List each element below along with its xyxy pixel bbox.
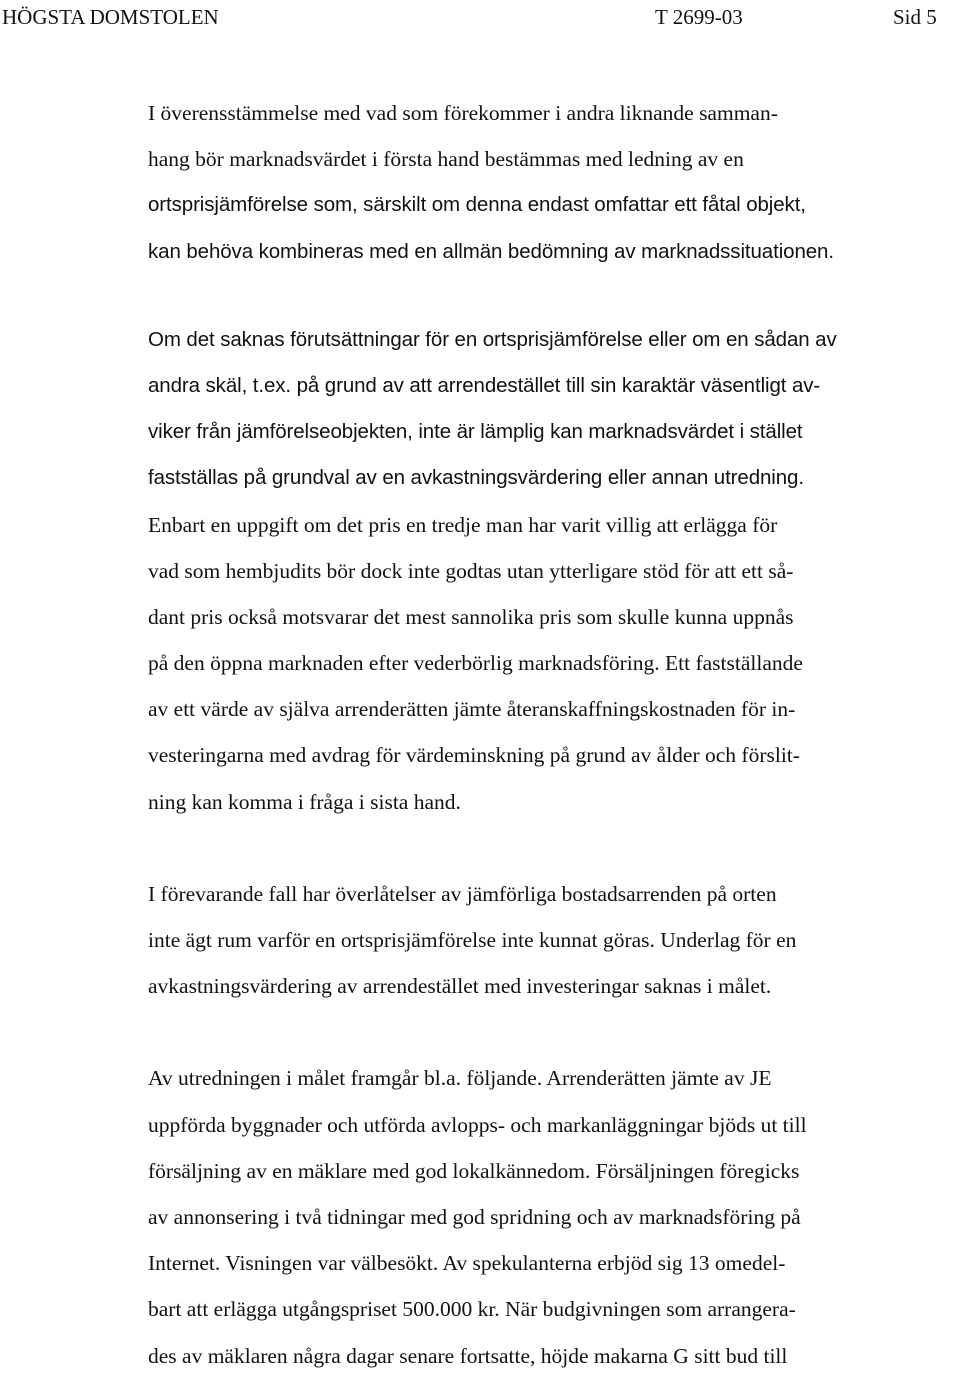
text-line: Enbart en uppgift om det pris en tredje man har varit villig att erlägga för <box>148 512 778 537</box>
paragraph-1 <box>148 90 960 275</box>
text-line: försäljning av en mäklare med god lokalkännedom. Försäljningen föregicks <box>148 1158 800 1183</box>
text-line: kan behöva kombineras med en allmän bedömning av marknadssituationen. <box>148 239 834 263</box>
paragraph-2 <box>148 317 960 825</box>
text-line: hang bör marknadsvärdet i första hand bestämmas med ledning av en <box>148 147 744 172</box>
text-line: ortsprisjämförelse som, särskilt om denna endast omfattar ett fåtal objekt, <box>148 193 806 217</box>
text-line: av annonsering i två tidningar med god spridning och av marknadsföring på <box>148 1204 801 1229</box>
text-line: av ett värde av själva arrenderätten jämte återanskaffningskostnaden för in- <box>148 697 796 722</box>
text-line: fastställas på grundval av en avkastningsvärdering eller annan utredning. <box>148 466 804 490</box>
text-line: I förevarande fall har överlåtelser av jämförliga bostadsarrenden på orten <box>148 881 777 906</box>
page-number: Sid 5 <box>893 5 937 29</box>
document-body <box>148 90 960 1379</box>
text-line: I överensstämmelse med vad som förekommer i andra liknande samman- <box>148 101 778 125</box>
case-number: T 2699-03 <box>655 5 743 29</box>
paragraph-4 <box>148 1055 960 1378</box>
text-line: inte ägt rum varför en ortsprisjämförelse inte kunnat göras. Underlag för en <box>148 928 797 952</box>
text-line: på den öppna marknaden efter vederbörlig marknadsföring. Ett fastställande <box>148 651 803 676</box>
text-line: uppförda byggnader och utförda avlopps- och markanläggningar bjöds ut till <box>148 1112 807 1137</box>
text-line: ning kan komma i fråga i sista hand. <box>148 789 461 814</box>
text-line: viker från jämförelseobjekten, inte är lämplig kan marknadsvärdet i stället <box>148 420 803 444</box>
text-line: andra skäl, t.ex. på grund av att arrendestället till sin karaktär väsentligt av- <box>148 373 821 397</box>
text-line: Internet. Visningen var välbesökt. Av spekulanterna erbjöd sig 13 omedel- <box>148 1251 786 1276</box>
text-line: dant pris också motsvarar det mest sannolika pris som skulle kunna uppnås <box>148 604 794 629</box>
text-line: Av utredningen i målet framgår bl.a. följande. Arrenderätten jämte av JE <box>148 1066 772 1091</box>
text-line: Om det saknas förutsättningar för en ortsprisjämförelse eller om en sådan av <box>148 327 837 351</box>
court-name: HÖGSTA DOMSTOLEN <box>2 5 219 29</box>
paragraph-3 <box>148 871 960 1010</box>
page-header <box>0 4 960 34</box>
text-line: vesteringarna med avdrag för värdeminskning på grund av ålder och förslit- <box>148 743 800 768</box>
text-line: des av mäklaren några dagar senare fortsatte, höjde makarna G sitt bud till <box>148 1343 788 1368</box>
text-line: bart att erlägga utgångspriset 500.000 kr. När budgivningen som arrangera- <box>148 1297 796 1322</box>
text-line: vad som hembjudits bör dock inte godtas utan ytterligare stöd för att ett så- <box>148 558 794 583</box>
text-line: avkastningsvärdering av arrendestället med investeringar saknas i målet. <box>148 974 772 999</box>
